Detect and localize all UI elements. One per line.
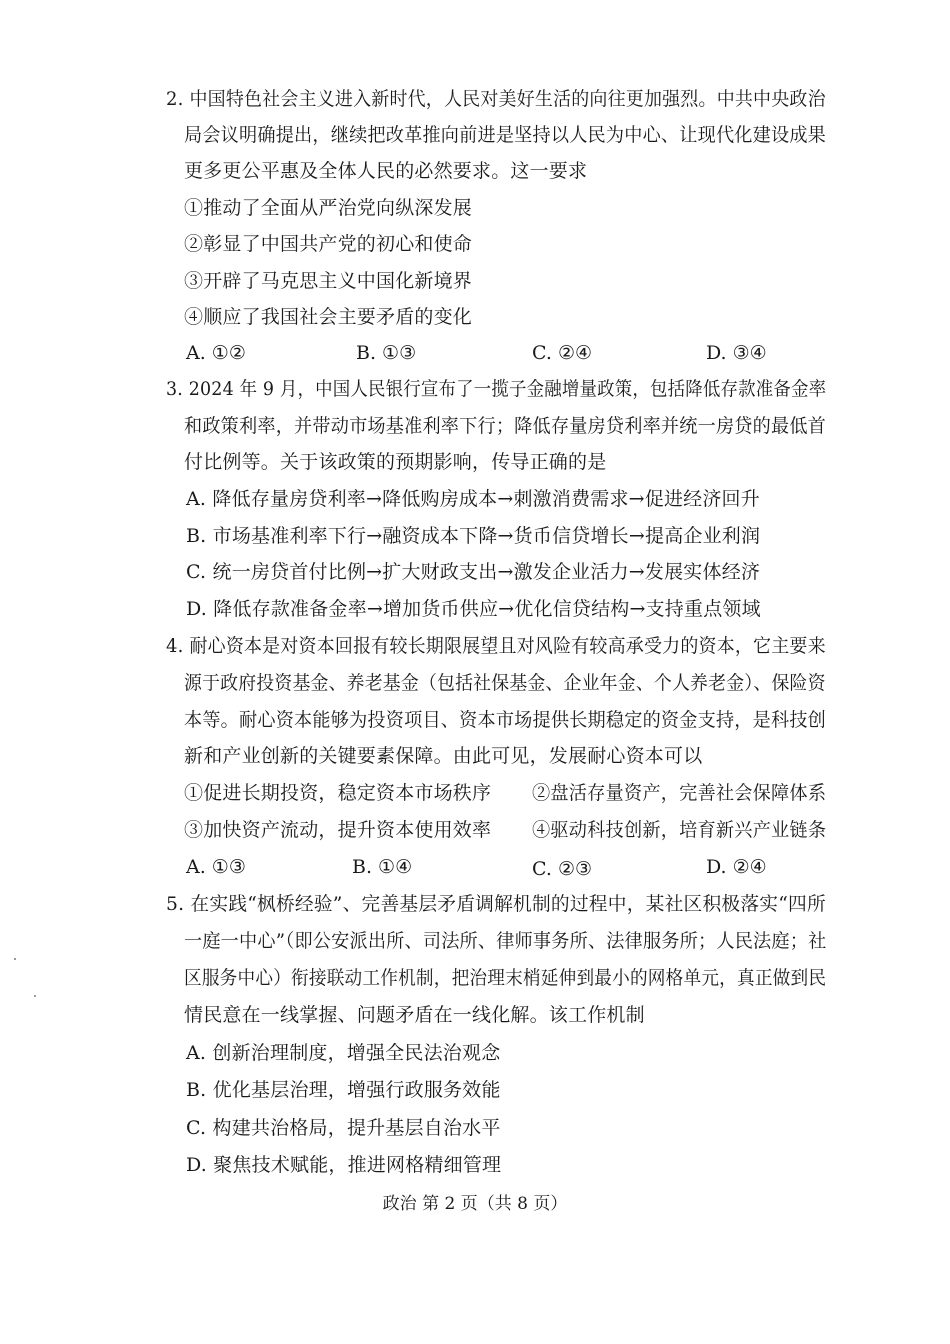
question-2-statement: ④顺应了我国社会主要矛盾的变化 [184,306,473,328]
question-4-option-a: A. ①③ [186,856,246,878]
question-4-statement: ④驱动科技创新，培育新兴产业链条 [532,819,827,841]
scan-speck [14,958,16,960]
question-5-stem-line: 情民意在一线掌握、问题矛盾在一线化解。该工作机制 [184,1004,645,1026]
question-2-statement: ②彰显了中国共产党的初心和使命 [184,233,473,255]
question-5-option-d: D. 聚焦技术赋能，推进网格精细管理 [186,1154,502,1176]
question-4-stem-line: 源于政府投资基金、养老基金（包括社保基金、企业年金、个人养老金）、保险资 [184,672,826,694]
question-3-option-c: C. 统一房贷首付比例→扩大财政支出→激发企业活力→发展实体经济 [186,561,761,583]
question-4-option-d: D. ②④ [706,856,767,878]
question-4-stem-line: 4. 耐心资本是对资本回报有较长期限展望且对风险有较高承受力的资本，它主要来 [166,635,826,657]
question-2-statement: ③开辟了马克思主义中国化新境界 [184,270,473,292]
question-4-statement: ②盘活存量资产，完善社会保障体系 [532,782,827,804]
question-5-stem-line: 一庭一中心”（即公安派出所、司法所、律师事务所、法律服务所；人民法庭；社 [184,930,827,952]
question-2-stem-line: 局会议明确提出，继续把改革推向前进是坚持以人民为中心、让现代化建设成果 [184,124,827,146]
question-4-stem-line: 本等。耐心资本能够为投资项目、资本市场提供长期稳定的资金支持，是科技创 [184,709,827,731]
question-3-option-b: B. 市场基准利率下行→融资成本下降→货币信贷增长→提高企业利润 [186,525,761,547]
question-5-option-b: B. 优化基层治理，增强行政服务效能 [186,1079,501,1101]
question-5-option-c: C. 构建共治格局，提升基层自治水平 [186,1117,501,1139]
question-5-stem-line: 5. 在实践“枫桥经验”、完善基层矛盾调解机制的过程中，某社区积极落实“四所 [166,893,826,915]
question-5-option-a: A. 创新治理制度，增强全民法治观念 [186,1042,501,1064]
question-5-stem-line: 区服务中心）衔接联动工作机制，把治理末梢延伸到最小的网格单元，真正做到民 [184,967,827,989]
scan-speck [34,995,36,997]
page-footer: 政治 第 2 页（共 8 页） [382,1194,568,1214]
question-4-statement: ①促进长期投资，稳定资本市场秩序 [184,782,492,804]
question-2-stem-line: 更多更公平惠及全体人民的必然要求。这一要求 [184,160,588,182]
question-2-statement: ①推动了全面从严治党向纵深发展 [184,197,473,219]
question-2-option-b: B. ①③ [356,342,417,364]
question-2-option-d: D. ③④ [706,342,767,364]
question-2-option-a: A. ①② [186,342,246,364]
question-4-stem-line: 新和产业创新的关键要素保障。由此可见，发展耐心资本可以 [184,745,703,767]
question-3-stem-line: 3. 2024 年 9 月，中国人民银行宣布了一揽子金融增量政策，包括降低存款准备金率 [166,378,827,400]
question-3-stem-line: 付比例等。关于该政策的预期影响，传导正确的是 [184,451,607,473]
question-4-statement: ③加快资产流动，提升资本使用效率 [184,819,492,841]
question-2-option-c: C. ②④ [532,342,593,364]
question-3-stem-line: 和政策利率，并带动市场基准利率下行；降低存量房贷利率并统一房贷的最低首 [184,415,827,437]
question-3-option-d: D. 降低存款准备金率→增加货币供应→优化信贷结构→支持重点领域 [186,598,761,620]
question-4-option-b: B. ①④ [352,856,413,878]
question-2-stem-line: 2. 中国特色社会主义进入新时代，人民对美好生活的向往更加强烈。中共中央政治 [166,88,826,110]
question-4-option-c: C. ②③ [532,858,593,880]
question-3-option-a: A. 降低存量房贷利率→降低购房成本→刺激消费需求→促进经济回升 [186,488,760,510]
